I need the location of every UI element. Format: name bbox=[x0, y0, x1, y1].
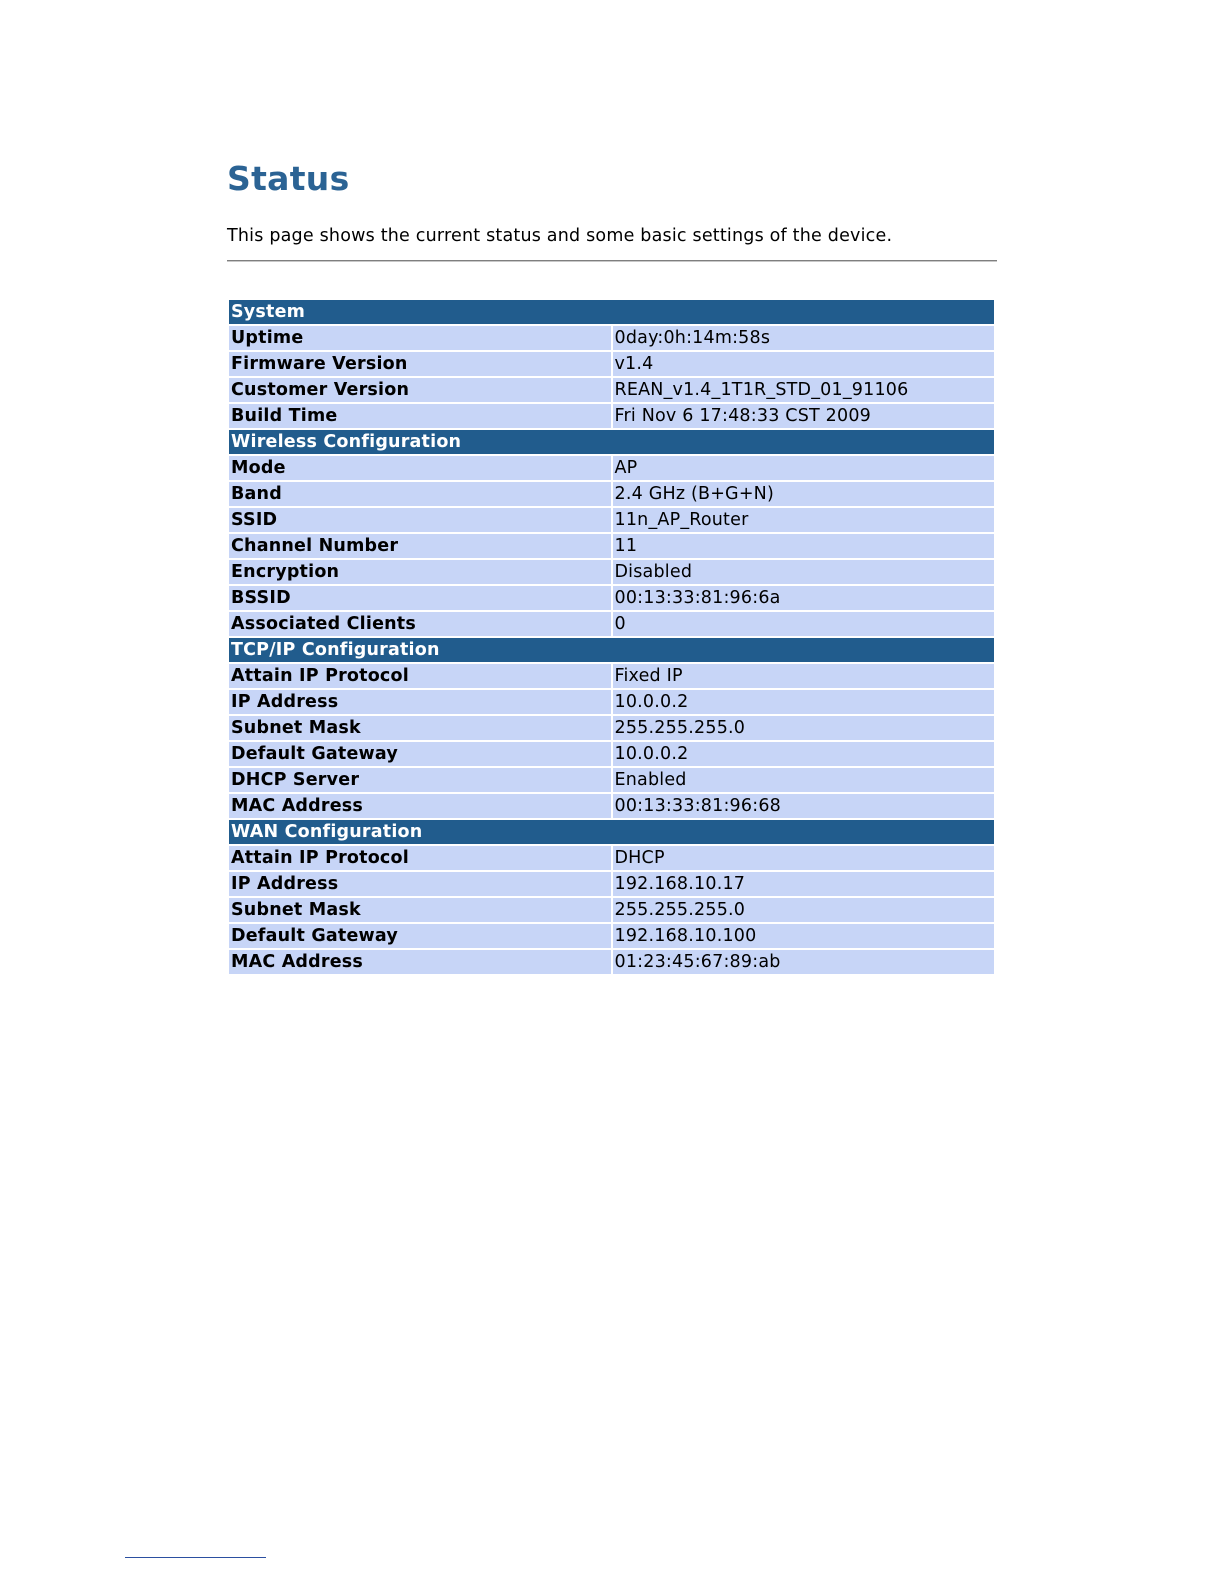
row-value: 2.4 GHz (B+G+N) bbox=[613, 482, 995, 506]
row-value: 00:13:33:81:96:68 bbox=[613, 794, 995, 818]
section-header-wan bbox=[229, 820, 994, 844]
section-header-system bbox=[229, 300, 994, 324]
section-header-tcpip bbox=[229, 638, 994, 662]
row-value: 192.168.10.100 bbox=[613, 924, 995, 948]
row-label: Mode bbox=[229, 456, 611, 480]
row-value: Fri Nov 6 17:48:33 CST 2009 bbox=[613, 404, 995, 428]
row-label: Subnet Mask bbox=[229, 898, 611, 922]
table-row bbox=[229, 664, 994, 688]
row-label: Associated Clients bbox=[229, 612, 611, 636]
table-row bbox=[229, 482, 994, 506]
table-row bbox=[229, 534, 994, 558]
section-title: WAN Configuration bbox=[229, 820, 994, 844]
table-row bbox=[229, 872, 994, 896]
row-value: 11n_AP_Router bbox=[613, 508, 995, 532]
table-row bbox=[229, 352, 994, 376]
row-label: MAC Address bbox=[229, 794, 611, 818]
row-value: Disabled bbox=[613, 560, 995, 584]
row-value: 255.255.255.0 bbox=[613, 716, 995, 740]
row-value: Enabled bbox=[613, 768, 995, 792]
table-row bbox=[229, 794, 994, 818]
section-title: System bbox=[229, 300, 994, 324]
row-value: 10.0.0.2 bbox=[613, 690, 995, 714]
row-value: 00:13:33:81:96:6a bbox=[613, 586, 995, 610]
table-row bbox=[229, 560, 994, 584]
row-label: Uptime bbox=[229, 326, 611, 350]
row-value: 01:23:45:67:89:ab bbox=[613, 950, 995, 974]
row-label: Subnet Mask bbox=[229, 716, 611, 740]
row-value: 0 bbox=[613, 612, 995, 636]
row-label: MAC Address bbox=[229, 950, 611, 974]
row-value: 10.0.0.2 bbox=[613, 742, 995, 766]
row-value: 0day:0h:14m:58s bbox=[613, 326, 995, 350]
row-label: Customer Version bbox=[229, 378, 611, 402]
footnote-divider bbox=[125, 1557, 266, 1558]
table-row bbox=[229, 586, 994, 610]
page-description: This page shows the current status and some basic settings of the device. bbox=[227, 226, 893, 246]
row-value: Fixed IP bbox=[613, 664, 995, 688]
page-title: Status bbox=[227, 159, 350, 198]
table-row bbox=[229, 950, 994, 974]
divider bbox=[227, 260, 997, 262]
row-value: REAN_v1.4_1T1R_STD_01_91106 bbox=[613, 378, 995, 402]
row-value: AP bbox=[613, 456, 995, 480]
row-label: BSSID bbox=[229, 586, 611, 610]
row-label: Channel Number bbox=[229, 534, 611, 558]
section-header-wireless bbox=[229, 430, 994, 454]
table-row bbox=[229, 846, 994, 870]
status-table bbox=[227, 298, 996, 976]
table-row bbox=[229, 924, 994, 948]
row-value: DHCP bbox=[613, 846, 995, 870]
row-label: DHCP Server bbox=[229, 768, 611, 792]
table-row bbox=[229, 742, 994, 766]
row-label: Default Gateway bbox=[229, 742, 611, 766]
table-row bbox=[229, 404, 994, 428]
row-value: 11 bbox=[613, 534, 995, 558]
row-label: Attain IP Protocol bbox=[229, 664, 611, 688]
table-row bbox=[229, 326, 994, 350]
row-label: Build Time bbox=[229, 404, 611, 428]
table-row bbox=[229, 898, 994, 922]
table-row bbox=[229, 456, 994, 480]
status-page bbox=[227, 150, 997, 262]
table-row bbox=[229, 768, 994, 792]
table-row bbox=[229, 690, 994, 714]
row-label: IP Address bbox=[229, 872, 611, 896]
row-label: Band bbox=[229, 482, 611, 506]
row-label: IP Address bbox=[229, 690, 611, 714]
row-value: 192.168.10.17 bbox=[613, 872, 995, 896]
table-row bbox=[229, 508, 994, 532]
row-label: Firmware Version bbox=[229, 352, 611, 376]
table-row bbox=[229, 612, 994, 636]
row-label: Encryption bbox=[229, 560, 611, 584]
row-value: 255.255.255.0 bbox=[613, 898, 995, 922]
section-title: TCP/IP Configuration bbox=[229, 638, 994, 662]
table-row bbox=[229, 378, 994, 402]
row-label: Attain IP Protocol bbox=[229, 846, 611, 870]
row-label: SSID bbox=[229, 508, 611, 532]
row-label: Default Gateway bbox=[229, 924, 611, 948]
section-title: Wireless Configuration bbox=[229, 430, 994, 454]
row-value: v1.4 bbox=[613, 352, 995, 376]
table-row bbox=[229, 716, 994, 740]
